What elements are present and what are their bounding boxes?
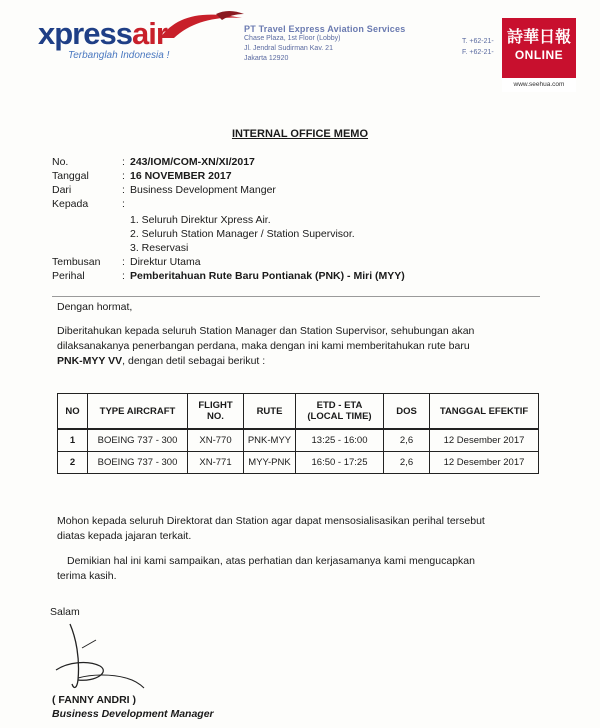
intro-tail: , dengan detil sebagai berikut : (122, 355, 266, 367)
divider (52, 296, 540, 297)
company-address (244, 24, 405, 64)
stamp-chinese-title: 詩華日報 (506, 27, 571, 46)
route-code: PNK-MYY VV (57, 355, 123, 367)
field-value: Business Development Manger (130, 184, 276, 196)
request-line: Mohon kepada seluruh Direktorat dan Station agar dapat mensosialisasikan perihal tersebut (57, 515, 485, 527)
field-colon: : (122, 184, 125, 196)
column-header: DOS (384, 394, 430, 430)
table-cell: 2,6 (384, 452, 430, 474)
table-cell: BOEING 737 - 300 (88, 452, 188, 474)
field-value: 16 NOVEMBER 2017 (130, 170, 232, 182)
table-cell: BOEING 737 - 300 (88, 429, 188, 452)
table-cell: 13:25 - 16:00 (296, 429, 384, 452)
table-cell: 16:50 - 17:25 (296, 452, 384, 474)
field-value: Pemberitahuan Rute Baru Pontianak (PNK) - Miri (MYY) (130, 270, 405, 282)
signer-title: Business Development Manager (52, 708, 214, 720)
address-line: Chase Plaza, 1st Floor (Lobby) (244, 35, 341, 42)
thanks-line: terima kasih. (57, 570, 117, 582)
table-row (58, 452, 539, 474)
thanks-paragraph (57, 554, 557, 584)
logo-tagline: Terbanglah Indonesia ! (68, 50, 170, 61)
intro-line: dilaksanakanya penerbangan perdana, maka dengan ini kami memberitahukan rute baru (57, 340, 470, 352)
company-contact (462, 36, 494, 58)
field-label: Dari (52, 184, 72, 196)
field-label: Perihal (52, 270, 85, 282)
table-cell: 12 Desember 2017 (430, 452, 539, 474)
thanks-line: Demikian hal ini kami sampaikan, atas perhatian dan kerjasamanya kami mengucapkan (67, 555, 475, 567)
table-row (58, 429, 539, 452)
table-cell: 2,6 (384, 429, 430, 452)
address-line: Jl. Jendral Sudirman Kav. 21 (244, 45, 333, 52)
intro-line (57, 354, 557, 369)
recipient-item: 1. Seluruh Direktur Xpress Air. (130, 214, 271, 226)
column-header: TYPE AIRCRAFT (88, 394, 188, 430)
address-line: Jakarta 12920 (244, 55, 289, 62)
phone-number: T. +62-21- (462, 38, 494, 45)
column-header: ETD - ETA (LOCAL TIME) (296, 394, 384, 430)
column-header: RUTE (244, 394, 296, 430)
field-colon: : (122, 156, 125, 168)
memo-title: INTERNAL OFFICE MEMO (231, 128, 369, 140)
column-header: TANGGAL EFEKTIF (430, 394, 539, 430)
field-label: No. (52, 156, 69, 168)
field-label: Kepada (52, 198, 89, 210)
field-label: Tembusan (52, 256, 101, 268)
column-header: FLIGHT NO. (188, 394, 244, 430)
table-cell: 2 (58, 452, 88, 474)
greeting: Dengan hormat, (57, 301, 133, 313)
closing-salutation: Salam (50, 606, 80, 618)
intro-paragraph (57, 324, 557, 369)
table-cell: XN-770 (188, 429, 244, 452)
stamp-online-label: ONLINE (514, 48, 564, 62)
field-colon: : (122, 270, 125, 282)
recipient-item: 2. Seluruh Station Manager / Station Supervisor. (130, 228, 355, 240)
table-cell: 1 (58, 429, 88, 452)
field-colon: : (122, 256, 125, 268)
column-header: NO (58, 394, 88, 430)
field-label: Tanggal (52, 170, 89, 182)
table-cell: MYY-PNK (244, 452, 296, 474)
table-cell: XN-771 (188, 452, 244, 474)
xpressair-logo (38, 12, 218, 62)
stamp-url: www.seehua.com (502, 78, 576, 92)
handwritten-signature (48, 618, 158, 694)
field-colon: : (122, 170, 125, 182)
logo-wordmark: xpressair (38, 16, 167, 51)
table-header-row (58, 394, 539, 430)
bird-swoosh-icon (156, 8, 246, 48)
request-line: diatas kepada jajaran terkait. (57, 530, 192, 542)
flight-schedule-table (57, 393, 539, 474)
signer-name: ( FANNY ANDRI ) (52, 694, 136, 706)
field-value: Direktur Utama (130, 256, 201, 268)
newspaper-watermark (502, 18, 576, 92)
recipient-item: 3. Reservasi (130, 242, 189, 254)
company-name: PT Travel Express Aviation Services (244, 24, 406, 34)
field-colon: : (122, 198, 125, 210)
table-cell: 12 Desember 2017 (430, 429, 539, 452)
table-cell: PNK-MYY (244, 429, 296, 452)
request-paragraph (57, 514, 557, 544)
field-value: 243/IOM/COM-XN/XI/2017 (130, 156, 255, 168)
intro-line: Diberitahukan kepada seluruh Station Manager dan Station Supervisor, sehubungan akan (57, 325, 475, 337)
fax-number: F. +62-21- (462, 49, 494, 56)
